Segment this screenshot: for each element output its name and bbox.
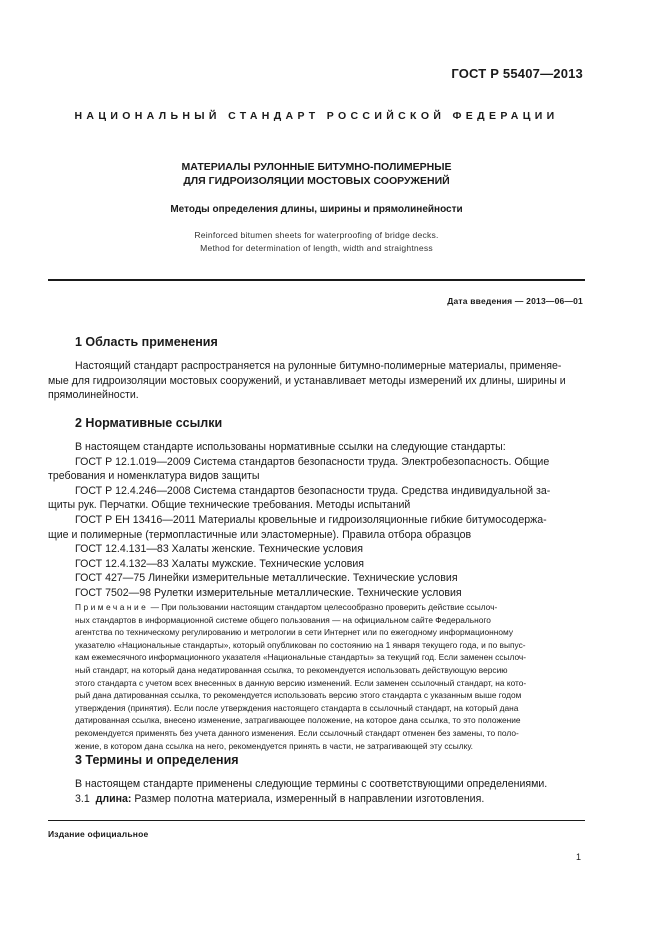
national-standard-banner: НАЦИОНАЛЬНЫЙ СТАНДАРТ РОССИЙСКОЙ ФЕДЕРАЦИИ [74,110,559,122]
section-heading-scope: 1 Область применения [75,335,218,349]
document-subtitle: Методы определения длины, ширины и прямолинейности [170,204,463,215]
note-line: этого стандарта с учетом всех внесенных в данную версию изменений. Если заменен ссылочный стандарт, на кото- [75,677,527,688]
title-line-1: МАТЕРИАЛЫ РУЛОННЫЕ БИТУМНО-ПОЛИМЕРНЫЕ [181,161,452,173]
section-normative-refs [48,414,583,601]
section-heading-terms: 3 Термины и определения [75,753,239,767]
english-title-line-2: Method for determination of length, width and straightness [200,243,433,253]
note-line: жение, в котором дана ссылка на него, рекомендуется принять в части, не затрагивающей эту ссылку. [75,740,473,751]
note-line: — При пользовании настоящим стандартом целесообразно проверить действие ссылоч- [150,602,498,612]
note-first-line [75,601,583,614]
edition-label: Издание официальное [48,829,149,839]
text-line: Настоящий стандарт распространяется на рулонные битумно-полимерные материалы, применяе- [75,360,562,372]
note-line: кам ежемесячного информационного указателя «Национальные стандарты» за текущий год. Если заменен ссылоч- [75,652,527,663]
footer-divider [48,820,585,821]
terms-list [75,777,583,806]
section-heading-normative-refs: 2 Нормативные ссылки [75,416,223,430]
english-title-line-1: Reinforced bitumen sheets for waterproofing of bridge decks. [194,230,439,240]
section-scope-text [48,359,583,403]
normative-refs-list [48,440,583,601]
normative-ref-line: ГОСТ Р 12.4.246—2008 Система стандартов безопасности труда. Средства индивидуальной за- [75,484,551,497]
normative-ref-line: ГОСТ 427—75 Линейки измерительные металлические. Технические условия [75,572,458,585]
section-terms [75,751,583,806]
note-line: рекомендуется применять без учета данного изменения. Если ссылочный стандарт отменен без замены, то поло- [75,727,519,738]
note-lines [75,614,583,753]
normative-ref-line: требования и номенклатура видов защиты [48,470,260,483]
effective-date: Дата введения — 2013—06—01 [447,296,583,306]
text-line: прямолинейности. [48,389,139,402]
definition-number: 3.1 [75,792,90,805]
normative-ref-line: ГОСТ 7502—98 Рулетки измерительные металлические. Технические условия [75,586,462,599]
title-divider [48,279,585,281]
normative-ref-line: щие и полимерные (термопластичные или эластомерные). Правила отбора образцов [48,528,472,541]
normative-ref-line: ГОСТ Р 12.1.019—2009 Система стандартов безопасности труда. Электробезопасность. Общие [75,455,550,468]
note-line: агентства по техническому регулированию и метрологии в сети Интернет или по ежегодному информационному [75,627,514,638]
definition-term: длина: [95,792,132,805]
english-title [48,229,585,255]
section-scope [48,333,583,403]
title-line-2: ДЛЯ ГИДРОИЗОЛЯЦИИ МОСТОВЫХ СООРУЖЕНИЙ [183,175,450,187]
note-line: датированная ссылка, внесено изменение, затрагивающее положение, на которое дана ссылка, то это положение [75,715,521,726]
note-label: Примечание [75,602,149,612]
title-block [48,160,585,255]
normative-ref-line: щиты рук. Перчатки. Общие технические требования. Методы испытаний [48,499,411,512]
definition-text: Размер полотна материала, измеренный в направлении изготовления. [134,792,485,805]
terms-intro: В настоящем стандарте применены следующие термины с соответствующими определениями. [75,778,548,790]
note-line: утверждения (принятия). Если после утверждения настоящего стандарта в ссылочный стандарт, на который дана [75,702,519,713]
normative-ref-line: В настоящем стандарте использованы нормативные ссылки на следующие стандарты: [75,441,506,453]
text-line: мые для гидроизоляции мостовых сооружений, и устанавливает методы измерений их длины, ширины и [48,374,566,387]
normative-ref-line: ГОСТ Р ЕН 13416—2011 Материалы кровельные и гидроизоляционные гибкие битумосодержа- [75,513,547,526]
normative-ref-line: ГОСТ 12.4.132—83 Халаты мужские. Технические условия [75,557,365,570]
gost-code: ГОСТ Р 55407—2013 [451,66,583,81]
note-line: рый дана датированная ссылка, то рекомендуется использовать версию этого стандарта с указанным выше годом [75,690,522,701]
note-line: ный стандарт, на который дана недатированная ссылка, то рекомендуется использовать действующую версию [75,664,508,675]
normative-ref-line: ГОСТ 12.4.131—83 Халаты женские. Технические условия [75,543,363,556]
page-number: 1 [575,852,581,862]
note-line: указателю «Национальные стандарты», который опубликован по состоянию на 1 января текущего года, и по выпус- [75,639,526,650]
note-block [75,601,583,752]
definition-3-1 [75,792,583,807]
note-line: ных стандартов в информационной системе общего пользования — на официальном сайте Федерального [75,614,491,625]
